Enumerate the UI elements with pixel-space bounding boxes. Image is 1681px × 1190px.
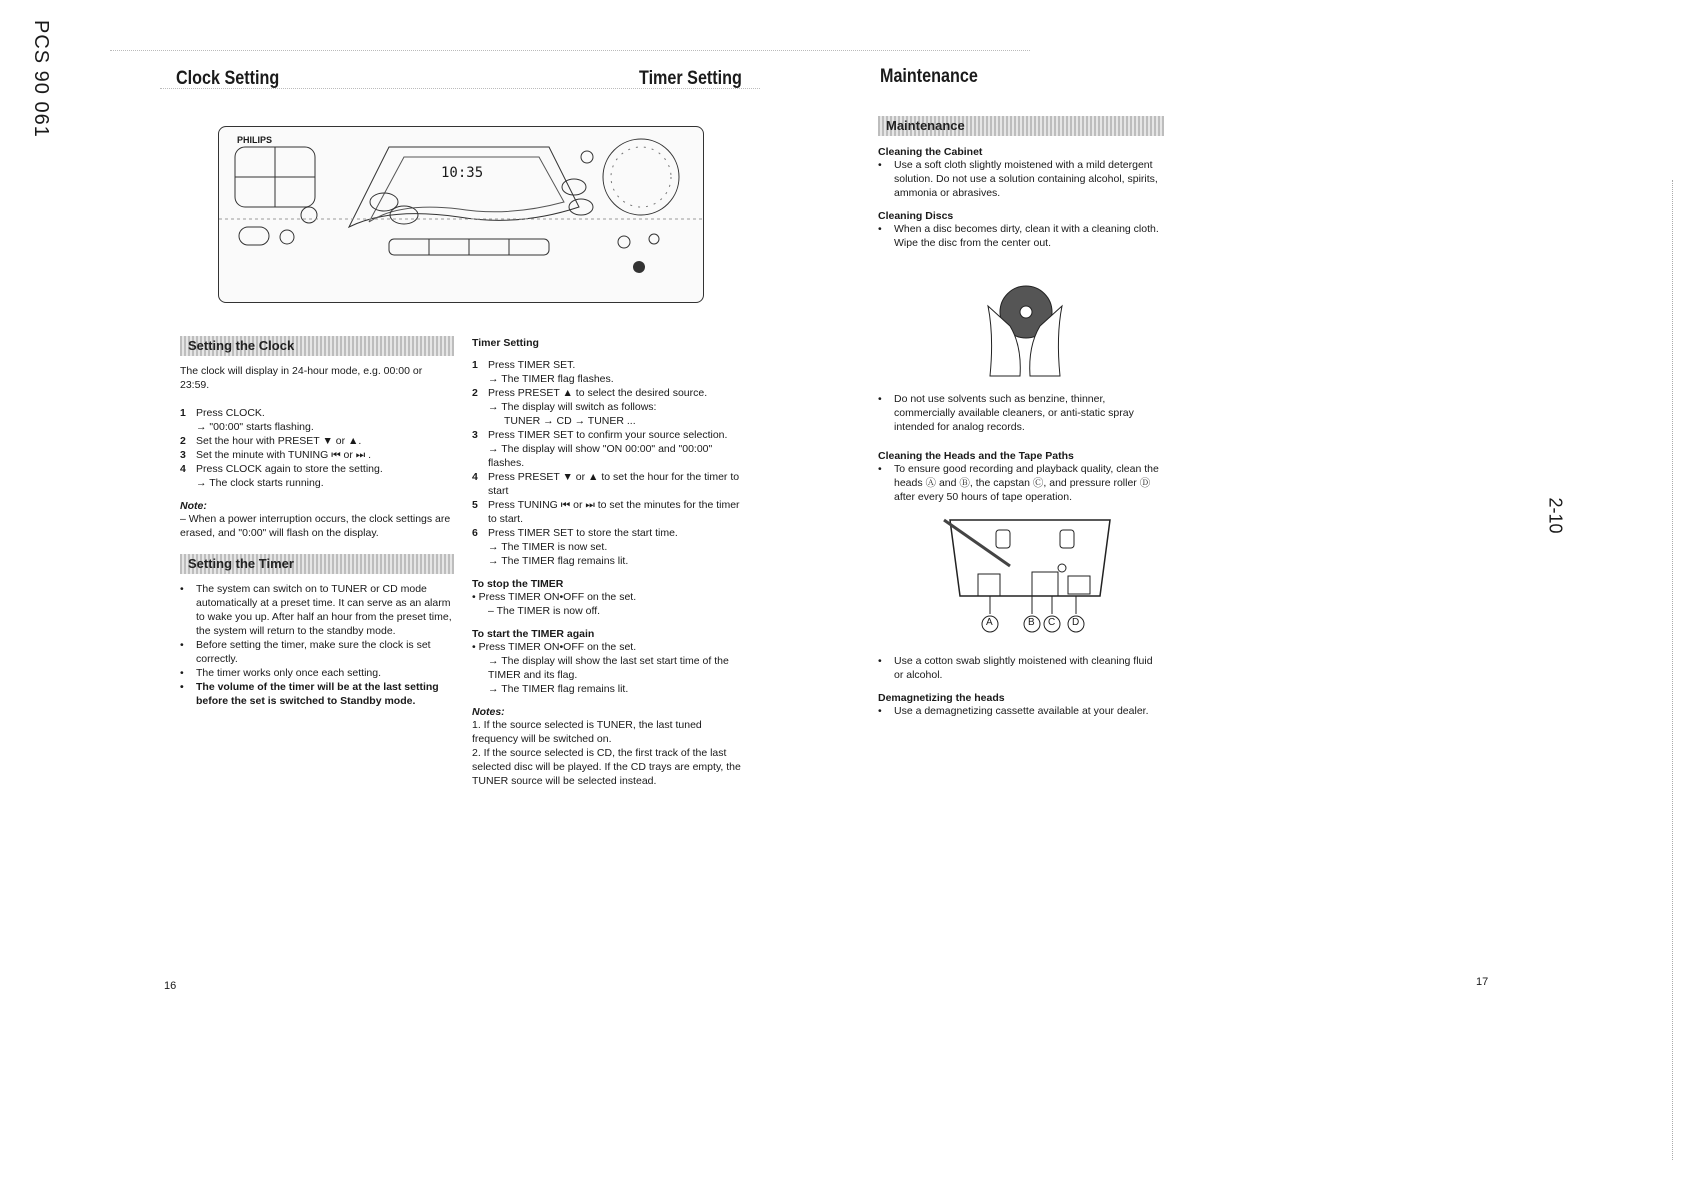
note-item: 1. If the source selected is TUNER, the last tuned frequency will be switched on. — [472, 719, 702, 745]
setting-clock-intro: The clock will display in 24-hour mode, e.g. 00:00 or 23:59. — [180, 365, 423, 391]
start-timer-line: • Press TIMER ON•OFF on the set. — [472, 641, 637, 653]
label-d: D — [1072, 617, 1080, 628]
solvents-text: Do not use solvents such as benzine, thinner, commercially available cleaners, or anti-static spray intended for analog records. — [894, 393, 1134, 433]
step: 2 Press PRESET ▲ to select the desired source. — [472, 387, 708, 399]
setting-clock-steps — [180, 406, 454, 490]
heads-title: Cleaning the Heads and the Tape Paths — [878, 450, 1074, 462]
list-item: • To ensure good recording and playback quality, clean the heads Ⓐ and Ⓑ, the capstan Ⓒ, and pressure roller Ⓓ after every 50 hours of tape operation. — [878, 463, 1159, 503]
page-number-left: 16 — [164, 980, 177, 992]
scan-noise — [110, 50, 1030, 52]
stop-timer-line: – The TIMER is now off. — [488, 605, 601, 617]
step-sub: TUNER → CD → TUNER ... — [504, 415, 636, 427]
maintenance-section — [878, 116, 1164, 250]
setting-clock-band: Setting the Clock — [180, 336, 454, 356]
discs-title: Cleaning Discs — [878, 210, 954, 222]
list-item: • Do not use solvents such as benzine, thinner, commercially available cleaners, or anti-static spray intended for analog records. — [878, 392, 1164, 434]
step: 3 Set the minute with TUNING ⏮ or ⏭ . — [180, 449, 372, 461]
device-brand: PHILIPS — [237, 135, 273, 145]
disc-cleaning-illustration — [980, 276, 1070, 386]
note-item: 2. If the source selected is CD, the first track of the last selected disc will be played. If the CD trays are empty, the TUNER source will be selected instead. — [472, 747, 741, 787]
step: 3 Press TIMER SET to confirm your source selection. — [472, 429, 728, 441]
stop-timer-line: • Press TIMER ON•OFF on the set. — [472, 591, 637, 603]
page-number-right: 17 — [1476, 976, 1489, 988]
list-item: • Use a cotton swab slightly moistened with cleaning fluid or alcohol. — [878, 655, 1153, 681]
list-item: • Before setting the timer, make sure the clock is set correctly. — [180, 639, 431, 665]
device-drawing — [219, 127, 703, 302]
list-item: • Use a demagnetizing cassette available at your dealer. — [878, 705, 1149, 717]
step: 4 Press CLOCK again to store the setting. — [180, 463, 383, 475]
list-item: • The timer works only once each setting. — [180, 667, 382, 679]
section-page-number: 2-10 — [1545, 497, 1566, 534]
timer-setting-title: Timer Setting — [472, 337, 539, 349]
notes-label: Notes: — [472, 706, 505, 718]
note-label: Note: — [180, 500, 207, 512]
setting-timer-band: Setting the Timer — [180, 554, 454, 574]
stop-timer-title: To stop the TIMER — [472, 578, 564, 590]
list-item: • Use a soft cloth slightly moistened with a mild detergent solution. Do not use a solution containing alcohol, spirits, ammonia or abrasives. — [878, 159, 1158, 199]
step-sub: → The TIMER flag remains lit. — [488, 555, 629, 567]
header-timer-setting: Timer Setting — [639, 68, 742, 89]
start-timer-title: To start the TIMER again — [472, 628, 595, 640]
step: 2 Set the hour with PRESET ▼ or ▲. — [180, 435, 362, 447]
timer-setting-section — [472, 336, 744, 788]
step-sub: → The clock starts running. — [196, 477, 324, 489]
maintenance-band: Maintenance — [878, 116, 1164, 136]
start-timer-line: → The TIMER flag remains lit. — [488, 683, 629, 695]
heads-section — [878, 440, 1164, 504]
setting-clock-section — [180, 336, 454, 708]
label-c: C — [1048, 617, 1056, 628]
step: 1 Press CLOCK. — [180, 407, 265, 419]
list-item: • The system can switch on to TUNER or CD mode automatically at a preset time. It can serve as an alarm to wake you up. After half an hour from the preset time, the system will return to the standby mode. — [180, 583, 452, 637]
step: 6 Press TIMER SET to store the start time. — [472, 527, 678, 539]
step-sub: → The display will show "ON 00:00" and "00:00" flashes. — [488, 443, 713, 469]
step: 5 Press TUNING ⏮ or ⏭ to set the minutes for the timer to start. — [472, 499, 740, 525]
header-maintenance: Maintenance — [880, 66, 978, 87]
step: 4 Press PRESET ▼ or ▲ to set the hour for the timer to start — [472, 471, 740, 497]
step-sub: → The TIMER is now set. — [488, 541, 608, 553]
device-display: 10:35 — [441, 165, 484, 181]
edge-line — [1672, 180, 1673, 1160]
device-illustration — [218, 126, 704, 303]
list-item: • When a disc becomes dirty, clean it with a cleaning cloth. Wipe the disc from the center out. — [878, 223, 1159, 249]
setting-timer-bullets — [180, 582, 454, 708]
step: 1 Press TIMER SET. — [472, 359, 576, 371]
document-code: PCS 90 061 — [30, 20, 52, 138]
note-text: – When a power interruption occurs, the clock settings are erased, and "0:00" will flash on the display. — [180, 513, 451, 539]
label-a: A — [986, 617, 993, 628]
demag-title: Demagnetizing the heads — [878, 692, 1005, 704]
step-sub: → "00:00" starts flashing. — [196, 421, 314, 433]
header-clock-setting: Clock Setting — [176, 68, 280, 89]
cleaning-end-section — [878, 654, 1164, 718]
timer-setting-steps — [472, 358, 744, 568]
tape-head-illustration — [940, 516, 1120, 638]
label-b: B — [1028, 617, 1035, 628]
list-item: • The volume of the timer will be at the last setting before the set is switched to Standby mode. — [180, 681, 439, 707]
step-sub: → The TIMER flag flashes. — [488, 373, 614, 385]
cabinet-title: Cleaning the Cabinet — [878, 146, 983, 158]
step-sub: → The display will switch as follows: — [488, 401, 657, 413]
start-timer-line: → The display will show the last set start time of the TIMER and its flag. — [488, 655, 729, 681]
